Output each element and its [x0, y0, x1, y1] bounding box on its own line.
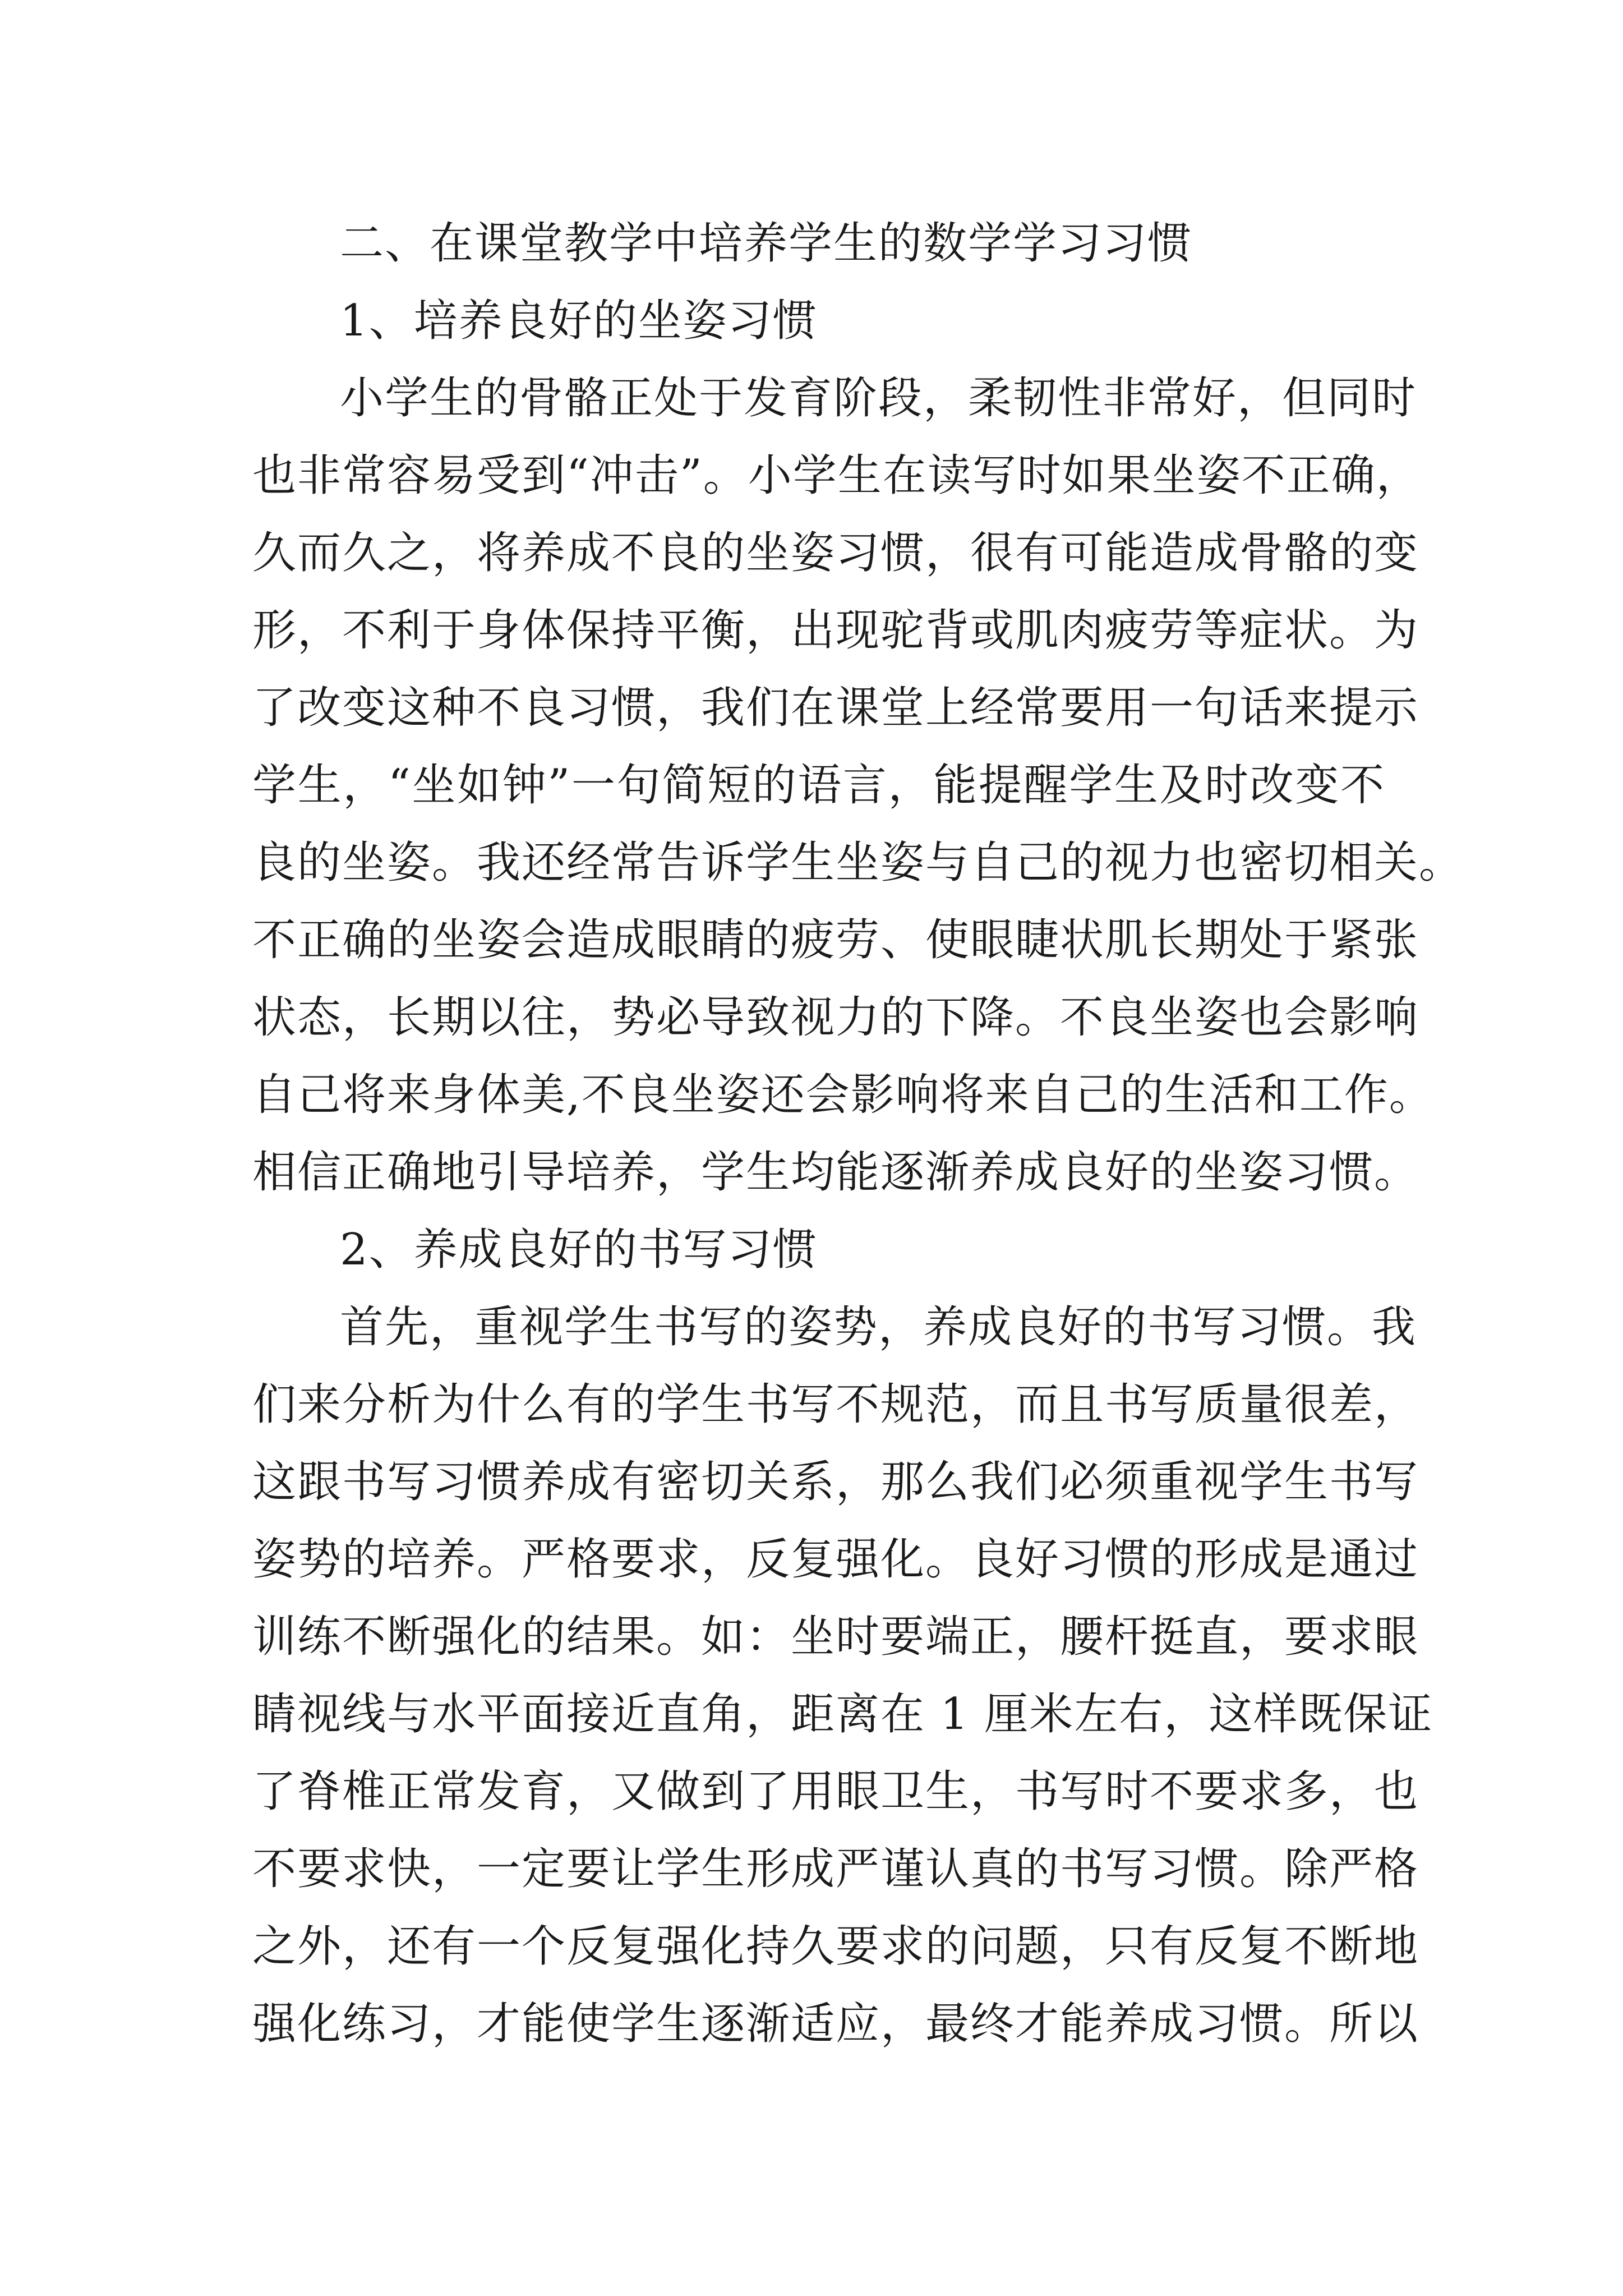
paragraph-line: 睛视线与水平面接近直角，距离在 1 厘米左右，这样既保证 — [252, 1689, 1433, 1740]
paragraph-line: 首先，重视学生书写的姿势，养成良好的书写习惯。我 — [340, 1302, 1417, 1352]
paragraph-line: 也非常容易受到“冲击”。小学生在读写时如果坐姿不正确， — [252, 450, 1421, 501]
paragraph-line: 状态，长期以往，势必导致视力的下降。不良坐姿也会影响 — [252, 992, 1419, 1043]
paragraph-line: 这跟书写习惯养成有密切关系，那么我们必须重视学生书写 — [252, 1457, 1419, 1507]
paragraph-line: 小学生的骨骼正处于发育阶段，柔韧性非常好，但同时 — [340, 373, 1417, 424]
paragraph-line: 不正确的坐姿会造成眼睛的疲劳、使眼睫状肌长期处于紧张 — [252, 915, 1419, 965]
paragraph-line: 强化练习，才能使学生逐渐适应，最终才能养成习惯。所以 — [252, 1999, 1419, 2049]
paragraph-line: 自己将来身体美,不良坐姿还会影响将来自己的生活和工作。 — [252, 1070, 1434, 1120]
paragraph-line: 良的坐姿。我还经常告诉学生坐姿与自己的视力也密切相关。 — [252, 838, 1464, 888]
paragraph-line: 形，不利于身体保持平衡，出现驼背或肌肉疲劳等症状。为 — [252, 605, 1419, 656]
paragraph-line: 学生，“坐如钟”一句简短的语言，能提醒学生及时改变不 — [252, 760, 1385, 811]
paragraph-line: 不要求快，一定要让学生形成严谨认真的书写习惯。除严格 — [252, 1844, 1419, 1894]
subsection-heading-2: 2、养成良好的书写习惯 — [340, 1225, 818, 1275]
section-heading: 二、在课堂教学中培养学生的数学学习习惯 — [340, 218, 1193, 269]
subsection-heading-1: 1、培养良好的坐姿习惯 — [340, 296, 818, 346]
paragraph-line: 训练不断强化的结果。如：坐时要端正，腰杆挺直，要求眼 — [252, 1612, 1419, 1662]
paragraph-line: 相信正确地引导培养，学生均能逐渐养成良好的坐姿习惯。 — [252, 1147, 1419, 1198]
body-text — [252, 205, 1464, 2063]
paragraph-line: 姿势的培养。严格要求，反复强化。良好习惯的形成是通过 — [252, 1534, 1419, 1585]
paragraph-line: 之外，还有一个反复强化持久要求的问题，只有反复不断地 — [252, 1921, 1419, 1972]
paragraph-line: 了改变这种不良习惯，我们在课堂上经常要用一句话来提示 — [252, 683, 1419, 733]
paragraph-line: 了脊椎正常发育，又做到了用眼卫生，书写时不要求多，也 — [252, 1766, 1419, 1817]
paragraph-line: 们来分析为什么有的学生书写不规范，而且书写质量很差， — [252, 1379, 1419, 1430]
paragraph-line: 久而久之，将养成不良的坐姿习惯，很有可能造成骨骼的变 — [252, 528, 1419, 578]
